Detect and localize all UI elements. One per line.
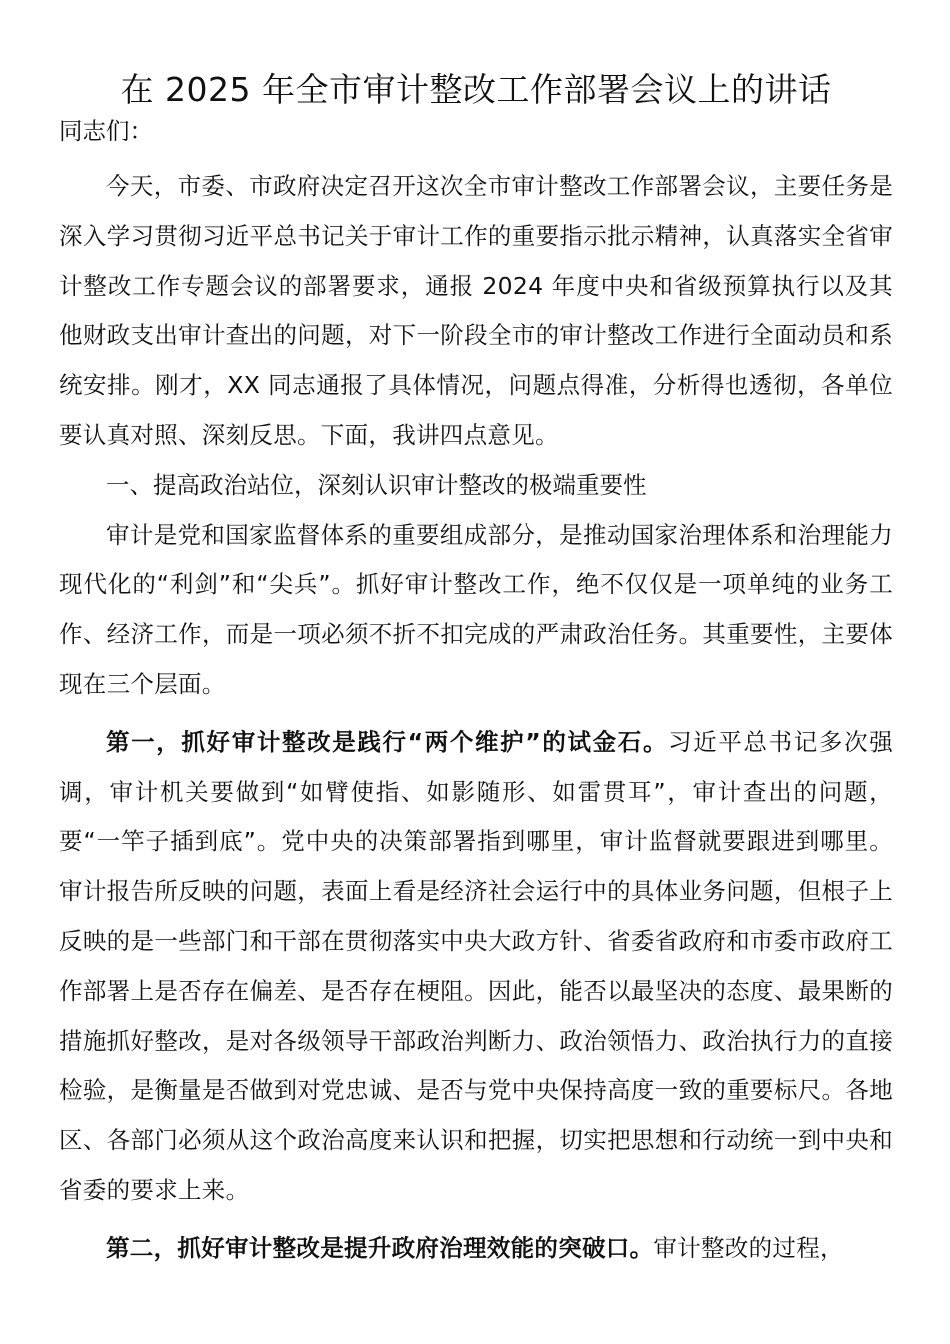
document-title: 在 2025 年全市审计整改工作部署会议上的讲话 [120, 70, 832, 109]
document-page [59, 68, 893, 1274]
point-2-body: 审计整改的过程， [653, 1233, 844, 1262]
point-1-lead: 第一，抓好审计整改是践行“两个维护”的试金石。 [106, 727, 669, 756]
point-2-paragraph [59, 1224, 893, 1274]
point-1-paragraph [59, 718, 893, 1216]
point-2-lead: 第二，抓好审计整改是提升政府治理效能的突破口。 [106, 1233, 654, 1262]
intro-paragraph: 今天，市委、市政府决定召开这次全市审计整改工作部署会议，主要任务是深入学习贯彻习近平总书记关于审计工作的重要指示批示精神，认真落实全省审计整改工作专题会议的部署要求，通报 2024 年度中央和省级预算执行以及其他财政支出审计查出的问题，对下一阶段全市的审计整改工作进行全面动员和系统安排。刚才，XX 同志通报了具体情况，问题点得准，分析得也透彻，各单位要认真对照、深刻反思。下面，我讲四点意见。 [59, 172, 893, 449]
section-1-heading: 一、提高政治站位，深刻认识审计整改的极端重要性 [106, 470, 647, 499]
point-1-body: 习近平总书记多次强调，审计机关要做到“如臂使指、如影随形、如雷贯耳”，审计查出的问题，要“一竿子插到底”。党中央的决策部署指到哪里，审计监督就要跟进到哪里。审计报告所反映的问题，表面上看是经济社会运行中的具体业务问题，但根子上反映的是一些部门和干部在贯彻落实中央大政方针、省委省政府和市委市政府工作部署上是否存在偏差、是否存在梗阻。因此，能否以最坚决的态度、最果断的措施抓好整改，是对各级领导干部政治判断力、政治领悟力、政治执行力的直接检验，是衡量是否做到对党忠诚、是否与党中央保持高度一致的重要标尺。各地区、各部门必须从这个政治高度来认识和把握，切实把思想和行动统一到中央和省委的要求上来。 [59, 727, 894, 1204]
salutation: 同志们： [59, 117, 153, 145]
section-1-paragraph: 审计是党和国家监督体系的重要组成部分，是推动国家治理体系和治理能力现代化的“利剑”和“尖兵”。抓好审计整改工作，绝不仅仅是一项单纯的业务工作、经济工作，而是一项必须不折不扣完成的严肃政治任务。其重要性，主要体现在三个层面。 [59, 520, 893, 698]
